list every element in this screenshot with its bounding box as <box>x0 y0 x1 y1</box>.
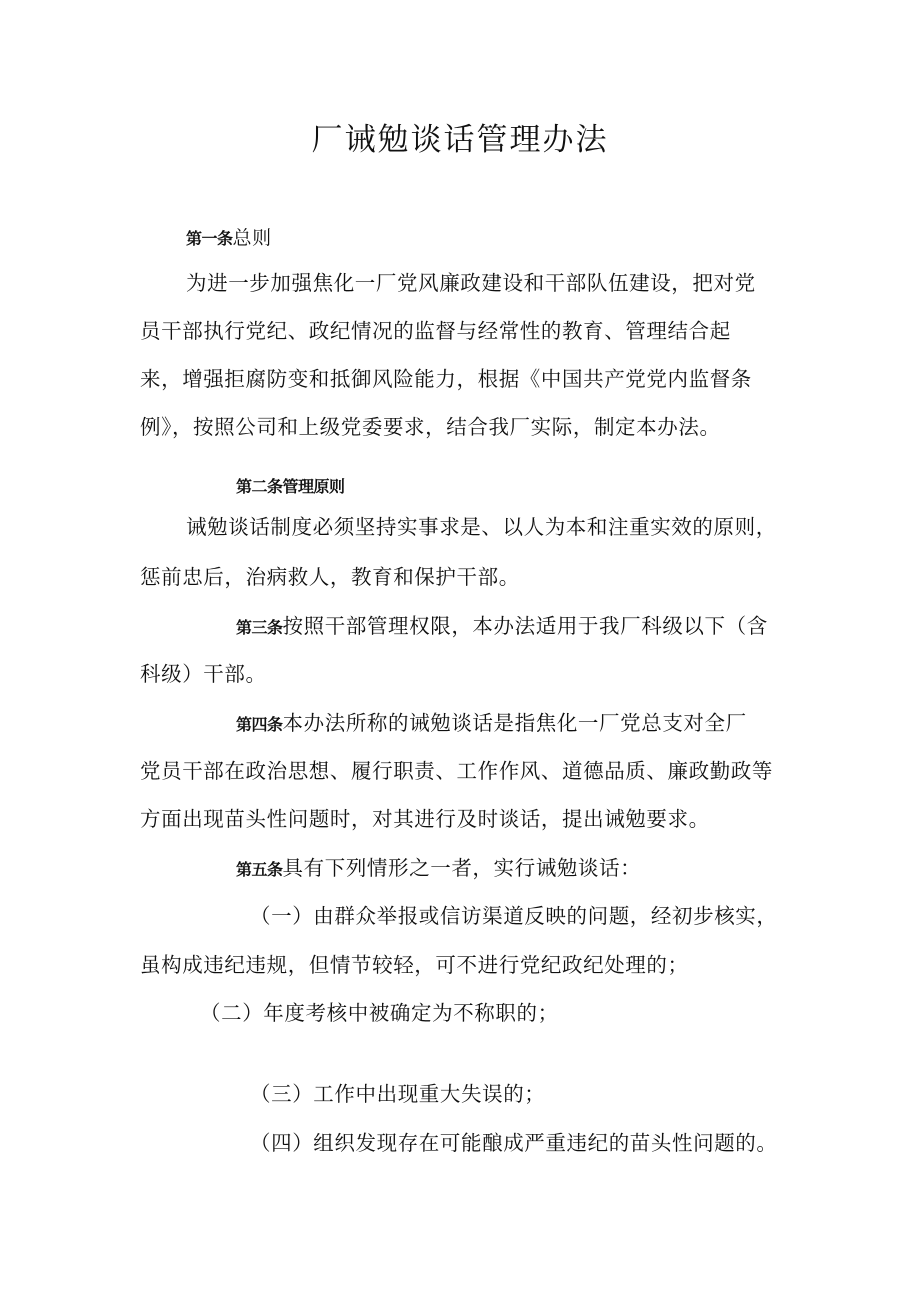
article-2-heading: 第二条管理原则 <box>236 477 345 496</box>
paragraph-line: 来，增强拒腐防变和抵御风险能力，根据《中国共产党党内监督条 <box>140 367 752 391</box>
paragraph-line: 方面出现苗头性问题时，对其进行及时谈话，提出诫勉要求。 <box>140 807 710 831</box>
document-title: 厂诫勉谈话管理办法 <box>311 122 609 158</box>
paragraph-line: 科级）干部。 <box>140 662 267 686</box>
paragraph-line: 惩前忠后，治病救人，教育和保护干部。 <box>140 565 520 589</box>
paragraph-line: 例》，按照公司和上级党委要求，结合我厂实际，制定本办法。 <box>140 415 721 439</box>
paragraph-line: 虽构成违纪违规，但情节较轻，可不进行党纪政纪处理的； <box>140 953 689 977</box>
paragraph-line: 员干部执行党纪、政纪情况的监督与经常性的教育、管理结合起 <box>140 319 731 343</box>
article-4: 第四条本办法所称的诫勉谈话是指焦化一厂党总支对全厂 <box>236 711 747 735</box>
list-item-1: （一）由群众举报或信访渠道反映的问题，经初步核实， <box>250 904 778 928</box>
article-3: 第三条按照干部管理权限，本办法适用于我厂科级以下（含 <box>236 614 768 638</box>
list-item-4: （四）组织发现存在可能酿成严重违纪的苗头性问题的。 <box>250 1131 778 1155</box>
list-item-3: （三）工作中出现重大失误的； <box>250 1082 546 1106</box>
list-item-2: （二）年度考核中被确定为不称职的； <box>200 1001 559 1025</box>
paragraph-line: 党员干部在政治思想、履行职责、工作作风、道德品质、廉政勤政等 <box>140 759 773 783</box>
paragraph-line: 诫勉谈话制度必须坚持实事求是、以人为本和注重实效的原则， <box>186 515 777 539</box>
article-1-heading: 第一条总则 <box>186 227 272 249</box>
article-5: 第五条具有下列情形之一者，实行诫勉谈话： <box>236 856 642 880</box>
paragraph-line: 为进一步加强焦化一厂党风廉政建设和干部队伍建设，把对党 <box>186 271 756 295</box>
